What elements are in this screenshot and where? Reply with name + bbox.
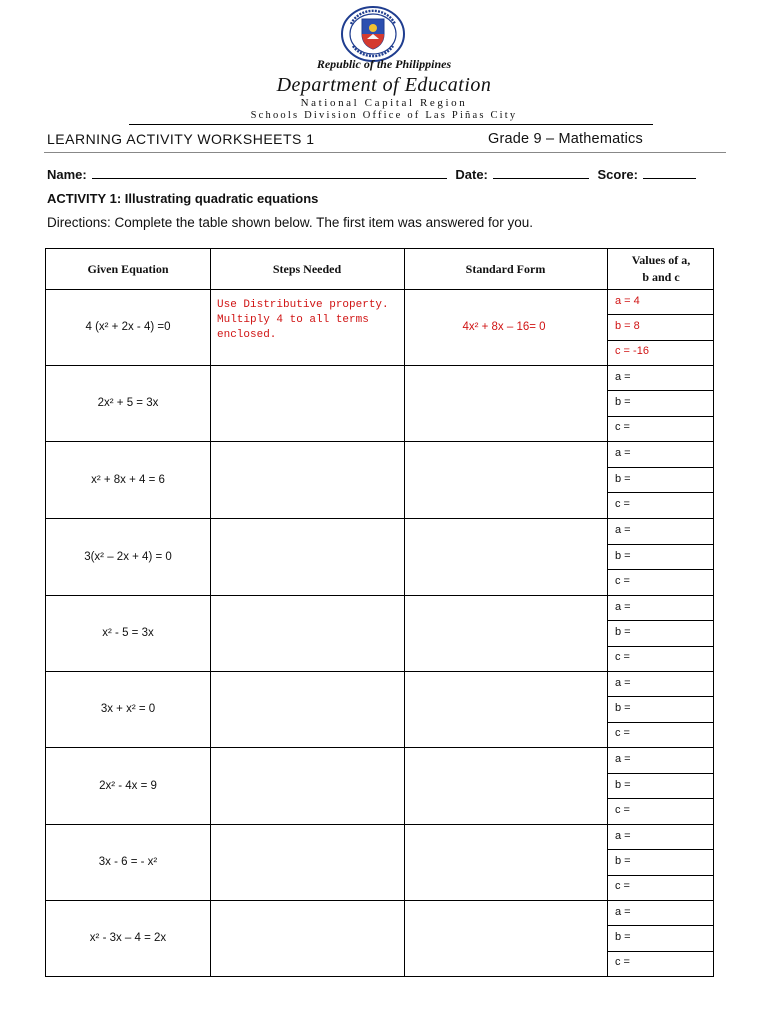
score-field[interactable] [643,168,696,179]
activity-heading [47,191,318,206]
value-a[interactable]: a = [615,676,631,689]
value-divider [607,390,713,391]
grade-subject: Grade 9 – Mathematics [488,131,643,147]
value-divider [607,544,713,545]
given-equation: 3x + x² = 0 [100,703,156,715]
department-title: Department of Education [276,74,492,96]
score-label: Score: [597,167,638,182]
column-divider [210,249,211,976]
name-label: Name: [47,167,87,182]
standard-form-cell[interactable] [404,518,604,595]
header-values-abc [607,249,715,289]
value-divider [607,875,713,876]
value-divider [607,314,713,315]
given-equation: 4 (x² + 2x - 4) =0 [85,321,171,333]
standard-form-cell[interactable] [404,900,604,976]
activity-label: ACTIVITY 1: [47,191,122,206]
value-a[interactable]: a = 4 [615,294,640,307]
steps-line: Multiply 4 to all terms [217,314,369,326]
republic-text: Republic of the Philippines [316,57,452,71]
standard-form-cell[interactable] [404,824,604,900]
value-divider [607,492,713,493]
value-c[interactable]: c = [615,956,630,969]
steps-needed-cell[interactable] [217,595,407,671]
region-text: National Capital Region [300,97,468,109]
value-b[interactable]: b = [615,626,631,638]
steps-needed-cell [217,298,407,343]
value-b[interactable]: b = [615,778,631,791]
given-equation: 2x² - 4x = 9 [99,779,157,792]
value-b[interactable]: b = 8 [615,320,640,332]
standard-form-cell[interactable] [404,441,604,518]
student-info-row [47,167,727,182]
value-divider [607,773,713,774]
value-b[interactable]: b = [615,396,631,408]
header-given-equation: Given Equation [87,261,169,276]
quadratic-table [45,248,714,977]
header-values-line1: Values of a, [631,253,691,267]
standard-form-cell[interactable] [404,365,604,441]
value-c[interactable]: c = [615,421,630,434]
value-b[interactable]: b = [615,472,631,485]
value-divider [607,467,713,468]
value-divider [607,722,713,723]
steps-needed-cell[interactable] [217,671,407,747]
value-c[interactable]: c = -16 [615,345,649,358]
value-a[interactable]: a = [615,905,631,918]
standard-form-cell[interactable] [404,747,604,824]
division-text: Schools Division Office of Las Piñas City [250,110,518,121]
value-c[interactable]: c = [615,498,630,511]
given-equation: 3x - 6 = - x² [98,856,158,868]
value-a[interactable]: a = [615,370,631,383]
standard-form-cell[interactable] [404,671,604,747]
value-a[interactable]: a = [615,829,631,842]
title-divider [44,152,726,153]
value-divider [607,696,713,697]
value-a[interactable]: a = [615,752,631,765]
value-c[interactable]: c = [615,880,630,893]
column-divider [607,249,608,976]
value-c[interactable]: c = [615,651,630,664]
value-a[interactable]: a = [615,446,631,459]
value-b[interactable]: b = [615,931,631,943]
steps-needed-cell[interactable] [217,441,407,518]
directions-text: Directions: Complete the table shown below. The first item was answered for you. [47,215,533,230]
value-divider [607,416,713,417]
value-b[interactable]: b = [615,549,631,562]
header-divider [129,124,653,125]
value-a[interactable]: a = [615,600,631,613]
value-divider [607,620,713,621]
value-divider [607,849,713,850]
value-c[interactable]: c = [615,727,630,740]
steps-needed-cell[interactable] [217,900,407,976]
value-divider [607,951,713,952]
given-equation: x² - 5 = 3x [102,627,154,639]
value-divider [607,340,713,341]
value-c[interactable]: c = [615,575,630,588]
value-b[interactable]: b = [615,702,631,714]
steps-line: enclosed. [217,329,277,341]
value-a[interactable]: a = [615,523,631,536]
deped-seal-icon [339,6,407,62]
value-b[interactable]: b = [615,855,631,867]
activity-title: Illustrating quadratic equations [124,191,319,206]
value-divider [607,646,713,647]
date-field[interactable] [493,168,589,179]
given-equation: 3(x² – 2x + 4) = 0 [84,550,172,563]
given-equation: x² - 3x – 4 = 2x [89,932,167,944]
steps-line: Use Distributive property. [217,299,389,311]
standard-form-cell: 4x² + 8x – 16= 0 [462,321,546,333]
given-equation: 2x² + 5 = 3x [97,397,159,409]
header-steps-needed: Steps Needed [272,261,342,276]
value-divider [607,569,713,570]
date-label: Date: [455,167,488,182]
steps-needed-cell[interactable] [217,747,407,824]
value-divider [607,798,713,799]
header-values-line2: b and c [642,270,680,284]
value-divider [607,925,713,926]
worksheet-title: LEARNING ACTIVITY WORKSHEETS 1 [47,131,315,147]
steps-needed-cell[interactable] [217,824,407,900]
name-field[interactable] [92,168,447,179]
steps-needed-cell[interactable] [217,518,407,595]
header-standard-form: Standard Form [465,261,546,276]
standard-form-cell[interactable] [404,595,604,671]
steps-needed-cell[interactable] [217,365,407,441]
given-equation: x² + 8x + 4 = 6 [91,473,165,486]
value-c[interactable]: c = [615,804,630,817]
